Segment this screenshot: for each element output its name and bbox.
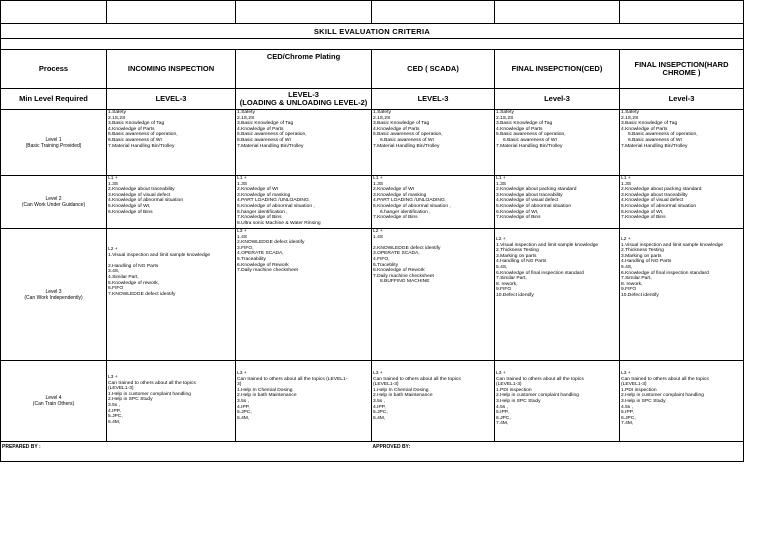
criteria-line: 7.Knowledge of Bins — [496, 215, 541, 221]
criteria-line: 7.4M, — [621, 421, 634, 427]
criteria-line: 3.5s , — [108, 402, 120, 408]
criteria-line: 1.Help In Chemial Dosing — [373, 387, 429, 393]
criteria-cell — [495, 229, 620, 361]
criteria-line: 1.Help In Chemial Dosing — [237, 387, 293, 393]
criteria-line: L1 + — [621, 176, 631, 181]
criteria-cell — [107, 110, 236, 176]
criteria-line: 5.Basic awareness of operation, — [496, 132, 566, 138]
criteria-line: 4.IPP, — [373, 404, 386, 410]
criteria-line: 7.Similar Part, — [496, 276, 527, 282]
criteria-line: 5.Knowledge of abnormal situation , — [237, 203, 315, 209]
criteria-line: 2.Thickness Testing — [621, 248, 664, 254]
criteria-line: 5.JPC, — [373, 410, 388, 416]
criteria-line: 7.KNOWLEDGE defect identify — [108, 291, 176, 297]
criteria-cell — [495, 361, 620, 442]
blank-top-row — [1, 1, 744, 24]
criteria-line: 1.3S — [237, 181, 248, 187]
criteria-line: 6.hanger identification , — [237, 209, 288, 215]
criteria-line: 4.Similar Part, — [108, 274, 139, 280]
criteria-line: 4.Knowledge of visual defect — [496, 198, 559, 204]
level-name: Level 4 — [45, 395, 62, 401]
criteria-line: 1.3S — [496, 181, 507, 187]
criteria-line: 2.1S,2S — [621, 115, 639, 121]
criteria-line: 7.4M, — [496, 421, 509, 427]
criteria-line: Can trained to others about all the topics — [621, 376, 709, 382]
criteria-line: 6.Knowledge of final inspection standard — [496, 270, 584, 276]
criteria-line: (LEVEL1-3) — [496, 382, 522, 388]
criteria-line: 10.Defect identify — [621, 292, 659, 298]
criteria-line: 1.Safety — [496, 110, 514, 115]
criteria-line: 3.FIFO, — [237, 245, 254, 251]
criteria-line: 9.FIFO — [496, 287, 512, 293]
criteria-line: 6.4M, — [373, 415, 386, 421]
criteria-line: 4.Knowledge of visual defect — [621, 198, 684, 204]
criteria-line: 5.Knowledge of abnormal situation , — [373, 203, 451, 209]
criteria-line: 3.Basic Knowledge of Tag — [237, 121, 294, 127]
criteria-line: 6.hanger identification , — [380, 209, 431, 215]
criteria-line: 6.Knowledge of WI, — [496, 209, 539, 215]
criteria-line: 5.Traceability — [237, 256, 266, 262]
criteria-line: L3 + — [496, 371, 506, 376]
criteria-line: 6.Basic awareness of WI — [237, 137, 291, 143]
col-header-ced-scada: CED ( SCADA) — [372, 50, 495, 89]
criteria-cell — [236, 229, 372, 361]
criteria-line: (LEVEL1-3) — [621, 382, 647, 388]
criteria-line: 2.Help in SPC Study — [108, 397, 153, 403]
criteria-cell — [372, 110, 495, 176]
criteria-line: 2.1S,2S — [373, 115, 391, 121]
criteria-line: L3 + — [237, 371, 247, 376]
criteria-line: 3.Knowledge about traceability — [621, 192, 688, 198]
criteria-cell — [372, 176, 495, 229]
criteria-line: 8. rework, — [621, 281, 643, 287]
criteria-line: 7.Material Handling Bin/Trolley — [373, 143, 440, 149]
criteria-line: 1.Help in customer complaint handling — [108, 391, 191, 397]
criteria-line: 5.Knowledge of WI, — [108, 203, 151, 209]
criteria-line: 8.BUFFING MACHINE — [380, 279, 430, 285]
criteria-line: 4.PART LOADING /UNLOADING — [237, 198, 309, 204]
min-level-value: Level-3 — [620, 89, 744, 110]
criteria-line: 7.Knowledge of Bins — [621, 215, 666, 221]
criteria-line: 4.Knowledge of Parts — [108, 126, 155, 132]
criteria-line: 6.Knowledge of Bins — [108, 209, 153, 215]
col-header-ced-chrome-plating: CED/Chrome Plating — [236, 50, 372, 89]
level-name: Level 1 — [45, 136, 62, 143]
criteria-cell — [107, 176, 236, 229]
criteria-line: 1.PDI inspection — [621, 387, 657, 393]
level-label — [1, 176, 107, 229]
level-desc: (Can Work Independently) — [24, 294, 83, 301]
criteria-line: 7.Material Handling Bin/Trolley — [237, 143, 304, 149]
criteria-line: 3.OPERATE SCADA, — [373, 251, 420, 257]
criteria-line: 7.Knowledge of Bins — [237, 215, 282, 221]
criteria-line: L1 + — [108, 176, 118, 181]
header-row — [1, 50, 744, 89]
min-level-value: Level-3 — [495, 89, 620, 110]
criteria-line: 2.KNOWLEDGE defect identify — [373, 245, 441, 251]
criteria-line: 4.Knowledge of abnormal situation — [108, 198, 184, 204]
min-level-main: LEVEL-3 — [288, 90, 319, 99]
criteria-line: 5.JPC, — [108, 414, 123, 420]
min-level-value — [236, 89, 372, 110]
criteria-line: 7.Daily machine checksheet — [237, 268, 298, 274]
criteria-cell — [620, 110, 744, 176]
criteria-line: 3.Marking on parts — [621, 253, 662, 259]
criteria-line: L3 + — [108, 375, 118, 380]
criteria-line: 8. rework, — [496, 281, 518, 287]
criteria-line: 3.Basic Knowledge of Tag — [373, 121, 430, 127]
level-desc: (Can Train Others) — [32, 401, 75, 407]
criteria-cell — [495, 176, 620, 229]
criteria-line: 4.PART LOADING /UNLOADING — [373, 198, 445, 204]
level-row-1 — [1, 110, 744, 176]
sheet-title: SKILL EVALUATION CRITERIA — [1, 24, 744, 39]
criteria-line: L1 + — [237, 176, 247, 181]
criteria-line: L3 + — [373, 371, 383, 376]
level-label — [1, 361, 107, 442]
level-row-2 — [1, 176, 744, 229]
criteria-line: 3.Knowledge of masking — [373, 192, 427, 198]
criteria-line: 3.Help in SPC Study — [621, 398, 666, 404]
criteria-line: 1.Safety — [621, 110, 639, 115]
criteria-line: 6.Knowledge of Rework — [237, 262, 289, 268]
criteria-line: 7.Daily machine checksheet — [373, 273, 434, 279]
criteria-line: Can trained to others about all the topics — [373, 376, 461, 382]
criteria-line: 1.Safety — [108, 110, 126, 115]
criteria-line: 5.IPP, — [496, 410, 509, 416]
criteria-line: 3.5s , — [373, 398, 385, 404]
col-header-final-inspection-ced: FINAL INSEPCTION(CED) — [495, 50, 620, 89]
criteria-cell — [236, 361, 372, 442]
criteria-line: 4.Knowledge of Parts — [373, 126, 420, 132]
criteria-line: 1.Safety — [237, 110, 255, 115]
criteria-line: 7.Knowledge of Bins — [373, 215, 418, 221]
level-name: Level 3 — [45, 288, 62, 295]
criteria-line: 5.JPC, — [237, 410, 252, 416]
criteria-line: 6.Basic awareness of WI — [380, 137, 434, 143]
criteria-line: 3.Basic Knowledge of Tag — [108, 121, 165, 127]
criteria-line: L2 + — [621, 237, 631, 242]
criteria-line: 6.FIFO — [108, 286, 124, 292]
criteria-line: 8.Ultra sonic Machine & Water Rinsing — [237, 220, 321, 226]
process-header: Process — [1, 50, 107, 89]
criteria-line: 7.Material Handling Bin/Trolley — [496, 143, 563, 149]
criteria-line: 5.4S, — [496, 264, 508, 270]
criteria-line: 7.Material Handling Bin/Trolley — [621, 143, 688, 149]
criteria-line: 4.OPERATE SCADA, — [237, 251, 284, 257]
criteria-line: 6.4M, — [237, 415, 250, 421]
approved-by: APPROVED BY: — [372, 442, 744, 462]
criteria-line: 4.IPP, — [108, 408, 121, 414]
criteria-line: 6.JPC, — [496, 415, 511, 421]
criteria-line: 1.Safety — [373, 110, 391, 115]
criteria-line: 5.Basic awareness of operation, — [628, 132, 698, 138]
criteria-line: 5.IPP, — [621, 410, 634, 416]
criteria-cell — [372, 361, 495, 442]
criteria-line: 4.5s , — [496, 404, 508, 410]
criteria-line: Can trained to others about all the topics (LEVEL1- — [237, 376, 348, 382]
criteria-cell — [495, 110, 620, 176]
prepared-by: PREPARED BY : — [1, 442, 372, 462]
criteria-cell — [107, 229, 236, 361]
criteria-line: 2.Knowledge of WI — [373, 187, 415, 193]
criteria-cell — [620, 176, 744, 229]
criteria-line: 2.Handling of NG Parts — [108, 263, 159, 269]
min-level-row — [1, 89, 744, 110]
criteria-line: 7.Similar Part, — [621, 276, 652, 282]
criteria-line: 4.Handling of NG Parts — [621, 259, 672, 265]
criteria-line: 3.Knowledge of masking — [237, 192, 291, 198]
criteria-line: 1.3S — [621, 181, 632, 187]
criteria-line: L2 + — [496, 237, 506, 242]
criteria-line: 6.JPC, — [621, 415, 636, 421]
criteria-line: 4.Knowledge of Parts — [496, 126, 543, 132]
criteria-line: 3.Knowledge about traceability — [496, 192, 563, 198]
min-level-sub: (LOADING & UNLOADING LEVEL-2) — [239, 98, 368, 107]
criteria-line: 1.4S — [373, 234, 384, 240]
level-row-3 — [1, 229, 744, 361]
criteria-line: 2.Help in customer complaint handling — [621, 393, 704, 399]
criteria-line: 1.Visual inspection and limit sample knowledge — [621, 242, 724, 248]
criteria-line: 6.Basic awareness of WI — [108, 137, 162, 143]
criteria-line: 4.IPP, — [237, 404, 250, 410]
criteria-line: 2.Knowledge about traceability — [108, 187, 175, 193]
min-level-value: LEVEL-3 — [372, 89, 495, 110]
criteria-line: 4.Knowledge of Parts — [237, 126, 284, 132]
criteria-line: 2.Help in bath Maintenance — [237, 393, 297, 399]
criteria-line: 7.Material Handling Bin/Trolley — [108, 143, 175, 149]
criteria-cell — [107, 361, 236, 442]
blank-spacer-row — [1, 39, 744, 50]
criteria-line: 2.Help in customer complaint handling — [496, 393, 579, 399]
criteria-line: 9.FIFO — [621, 287, 637, 293]
criteria-line: 3.Basic Knowledge of Tag — [621, 121, 678, 127]
criteria-line: 3.Basic Knowledge of Tag — [496, 121, 553, 127]
criteria-line: L3 + — [237, 229, 247, 234]
criteria-line: 1.Visual inspection and limit sample knowledge — [496, 242, 599, 248]
criteria-line: Can trained to others about all the topics — [496, 376, 584, 382]
criteria-line: 5.Knowledge of rework, — [108, 280, 160, 286]
criteria-line: 3.4S, — [108, 269, 120, 275]
criteria-line: 2.1S,2S — [496, 115, 514, 121]
col-header-final-inspection-hard-chrome: FINAL INSEPCTION(HARD CHROME ) — [620, 50, 744, 89]
criteria-cell — [372, 229, 495, 361]
level-desc: (Basic Training Provided) — [25, 142, 82, 149]
criteria-line: L3 + — [621, 371, 631, 376]
level-label — [1, 229, 107, 361]
criteria-line: 6.4M, — [108, 419, 121, 425]
criteria-cell — [236, 110, 372, 176]
criteria-line: 4.5s , — [621, 404, 633, 410]
criteria-line: 2.1S,2S — [237, 115, 255, 121]
criteria-line: L1 + — [373, 176, 383, 181]
criteria-line: 1.PDI inspection — [496, 387, 532, 393]
criteria-line: 5.Basic awareness of operation, — [373, 132, 443, 138]
criteria-line: 1.3S — [108, 181, 119, 187]
criteria-line: 5.Basic awareness of operation, — [237, 132, 307, 138]
min-level-value: LEVEL-3 — [107, 89, 236, 110]
criteria-line: L2 + — [373, 229, 383, 234]
criteria-line: 5.Basic awareness of operation, — [108, 132, 178, 138]
criteria-line: Can trained to others about all the topics — [108, 380, 196, 386]
level-row-4 — [1, 361, 744, 442]
criteria-line: 2.Help in bath Maintenance — [373, 393, 433, 399]
footer-row — [1, 442, 744, 462]
criteria-line: 6.Knowledge of WI, — [621, 209, 664, 215]
level-label — [1, 110, 107, 176]
criteria-line: 4.FIFO, — [373, 256, 390, 262]
criteria-line: 3.Marking on parts — [496, 253, 537, 259]
criteria-cell — [620, 229, 744, 361]
criteria-line: 6.Basic awareness of WI — [503, 137, 557, 143]
criteria-line: 5.Traceblity — [373, 262, 399, 268]
col-header-incoming-inspection: INCOMING INSPECTION — [107, 50, 236, 89]
min-level-label: Min Level Required — [1, 89, 107, 110]
criteria-line: L1 + — [496, 176, 506, 181]
criteria-line: 1.3S — [373, 181, 384, 187]
level-name: Level 2 — [45, 196, 62, 202]
criteria-line: L2 + — [108, 247, 118, 252]
criteria-line: 3.Help in SPC Study — [496, 398, 541, 404]
criteria-line: 3.5s , — [237, 398, 249, 404]
criteria-line: 1.Visual inspection and limit sample knowledge — [108, 252, 211, 258]
criteria-line: 2.Knowledge about packing standard — [621, 187, 702, 193]
criteria-line: 5.Knowledge of abnormal situation — [621, 203, 697, 209]
criteria-line: (LEVEL1-3) — [373, 382, 399, 388]
criteria-line: 10.Defect identify — [496, 292, 534, 298]
criteria-line: 2.1S,2S — [108, 115, 126, 121]
criteria-line: 2.Knowledge about packing standard — [496, 187, 577, 193]
criteria-line: 5.Knowledge of abnormal situation — [496, 203, 572, 209]
criteria-line: 6.Knowledge of final inspection standard — [621, 270, 709, 276]
criteria-line: 2.Knowledge of WI — [237, 187, 279, 193]
criteria-line: 6.Basic awareness of WI — [628, 137, 682, 143]
criteria-line: 2.Thickness Testing — [496, 248, 539, 254]
criteria-line: 6.Knowledge of Rework — [373, 268, 425, 274]
criteria-line: (LEVEL1-3) — [108, 386, 134, 392]
criteria-line: 4.Handling of NG Parts — [496, 259, 547, 265]
criteria-line: 3.Knowledge of visual defect — [108, 192, 171, 198]
criteria-line: 1.4S — [237, 234, 248, 240]
level-desc: (Can Work Under Guidance) — [21, 202, 86, 208]
criteria-line: 5.4S, — [621, 264, 633, 270]
criteria-line: 4.Knowledge of Parts — [621, 126, 668, 132]
criteria-line: 3) — [237, 382, 242, 388]
criteria-line: 2.KNOWLEDGE defect identify — [237, 240, 305, 246]
criteria-cell — [236, 176, 372, 229]
criteria-cell — [620, 361, 744, 442]
